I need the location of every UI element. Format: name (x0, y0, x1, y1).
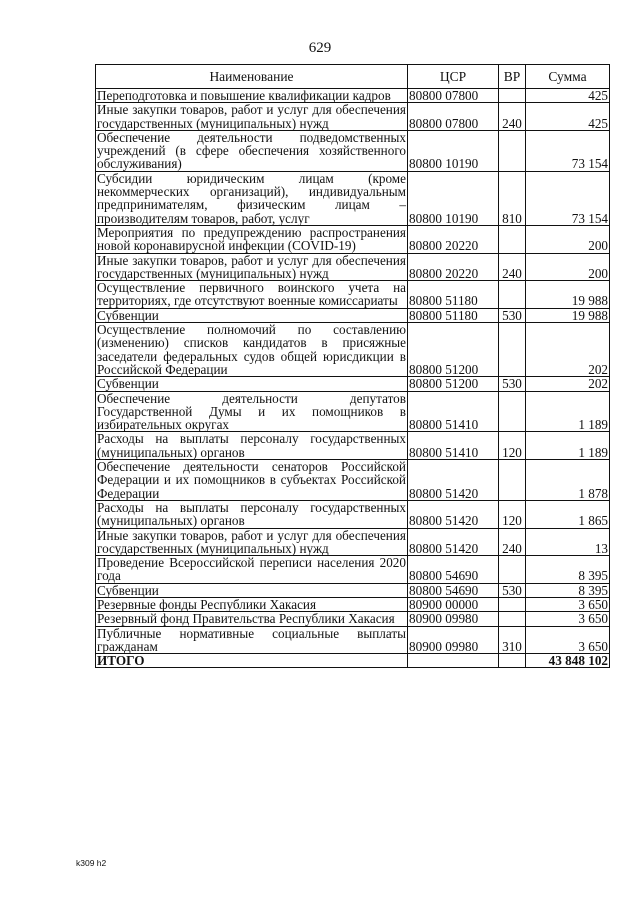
row-name: Обеспечение деятельности подведомственных учреждений (в сфере обеспечения хозяйственного обслуживания) (97, 129, 406, 172)
row-name: Субвенции (96, 583, 408, 597)
row-vr (499, 597, 526, 611)
row-csr: 80800 20220 (408, 253, 499, 281)
row-vr (499, 612, 526, 626)
footer-code: k309 h2 (76, 858, 107, 868)
row-csr: 80800 51420 (408, 460, 499, 501)
row-csr: 80800 51180 (408, 308, 499, 322)
table-row (96, 556, 610, 584)
row-sum: 425 (526, 103, 610, 131)
row-csr: 80800 07800 (408, 89, 499, 103)
table-row (96, 130, 610, 171)
row-name: Иные закупки товаров, работ и услуг для обеспечения государственных (муниципальных) нужд (97, 527, 406, 556)
row-vr: 530 (499, 377, 526, 391)
row-name: Расходы на выплаты персоналу государственных (муниципальных) органов (97, 431, 406, 460)
table-row (96, 460, 610, 501)
row-vr: 530 (499, 308, 526, 322)
row-sum: 425 (526, 89, 610, 103)
row-csr: 80800 51420 (408, 528, 499, 556)
table-row (96, 391, 610, 432)
row-sum: 1 865 (526, 500, 610, 528)
row-csr: 80800 51200 (408, 323, 499, 377)
row-name: Публичные нормативные социальные выплаты гражданам (97, 625, 406, 654)
row-sum: 3 650 (526, 626, 610, 654)
table-row (96, 323, 610, 377)
row-vr: 240 (499, 103, 526, 131)
table-row (96, 612, 610, 626)
row-name: Проведение Всероссийской переписи населения 2020 года (97, 555, 406, 584)
row-name: Субвенции (96, 377, 408, 391)
row-csr: 80800 54690 (408, 556, 499, 584)
header-csr: ЦСР (408, 65, 499, 89)
total-csr-empty (408, 654, 499, 668)
header-name: Наименование (96, 65, 408, 89)
row-csr: 80800 10190 (408, 130, 499, 171)
row-csr: 80900 09980 (408, 612, 499, 626)
table-row (96, 253, 610, 281)
row-sum: 73 154 (526, 130, 610, 171)
total-row (96, 654, 610, 668)
row-vr: 120 (499, 432, 526, 460)
row-name: Обеспечение деятельности депутатов Государственной Думы и их помощников в избирательных округах (97, 390, 406, 433)
row-csr: 80800 51410 (408, 391, 499, 432)
total-sum: 43 848 102 (526, 654, 610, 668)
table-row (96, 171, 610, 225)
row-sum: 73 154 (526, 171, 610, 225)
row-vr (499, 323, 526, 377)
row-sum: 200 (526, 253, 610, 281)
row-csr: 80800 20220 (408, 225, 499, 253)
row-sum: 13 (526, 528, 610, 556)
row-vr (499, 460, 526, 501)
row-name: Иные закупки товаров, работ и услуг для обеспечения государственных (муниципальных) нужд (97, 102, 406, 131)
row-csr: 80800 51180 (408, 281, 499, 309)
total-label: ИТОГО (96, 654, 408, 668)
row-name: Мероприятия по предупреждению распространения новой коронавирусной инфекции (COVID-19) (97, 224, 406, 254)
table-row (96, 500, 610, 528)
row-name: Резервные фонды Республики Хакасия (96, 597, 408, 611)
row-sum: 202 (526, 323, 610, 377)
row-sum: 1 189 (526, 391, 610, 432)
row-sum: 200 (526, 225, 610, 253)
row-vr: 240 (499, 253, 526, 281)
row-name: Осуществление полномочий по составлению (изменению) списков кандидатов в присяжные заседатели федеральных судов общей юрисдикции в Российской Федерации (97, 322, 406, 377)
table-row (96, 89, 610, 103)
header-sum: Сумма (526, 65, 610, 89)
budget-table (95, 64, 610, 668)
row-name: Обеспечение деятельности сенаторов Российской Федерации и их помощников в субъектах Российской Федерации (97, 459, 406, 501)
row-vr (499, 556, 526, 584)
table-header-row (96, 65, 610, 89)
row-vr: 120 (499, 500, 526, 528)
row-vr: 530 (499, 583, 526, 597)
table-row (96, 626, 610, 654)
row-vr (499, 89, 526, 103)
row-csr: 80800 07800 (408, 103, 499, 131)
row-vr (499, 391, 526, 432)
row-vr (499, 281, 526, 309)
row-name: Субсидии юридическим лицам (кроме некоммерческих организаций), индивидуальным предпринимателям, физическим лицам – производителям товаров, работ, услуг (97, 170, 406, 226)
table-row (96, 225, 610, 253)
row-csr: 80900 00000 (408, 597, 499, 611)
row-sum: 3 650 (526, 612, 610, 626)
row-vr (499, 225, 526, 253)
table-row (96, 432, 610, 460)
row-vr: 810 (499, 171, 526, 225)
row-vr: 240 (499, 528, 526, 556)
table-row (96, 597, 610, 611)
row-csr: 80800 10190 (408, 171, 499, 225)
row-vr (499, 130, 526, 171)
row-csr: 80800 51420 (408, 500, 499, 528)
table-row (96, 377, 610, 391)
row-csr: 80800 51200 (408, 377, 499, 391)
table-row (96, 281, 610, 309)
page-number: 629 (308, 40, 332, 56)
table-row (96, 528, 610, 556)
table-row (96, 308, 610, 322)
row-name: Субвенции (96, 308, 408, 322)
row-name: Расходы на выплаты персоналу государственных (муниципальных) органов (97, 499, 406, 529)
row-sum: 19 988 (526, 308, 610, 322)
row-name: Иные закупки товаров, работ и услуг для обеспечения государственных (муниципальных) нужд (97, 252, 406, 281)
row-sum: 1 878 (526, 460, 610, 501)
table-row (96, 583, 610, 597)
row-name: Переподготовка и повышение квалификации кадров (96, 89, 408, 103)
table-row (96, 103, 610, 131)
row-csr: 80800 54690 (408, 583, 499, 597)
row-sum: 1 189 (526, 432, 610, 460)
row-sum: 19 988 (526, 281, 610, 309)
row-sum: 8 395 (526, 556, 610, 584)
row-name: Осуществление первичного воинского учета на территориях, где отсутствуют военные комиссариаты (97, 280, 406, 309)
row-sum: 202 (526, 377, 610, 391)
row-vr: 310 (499, 626, 526, 654)
header-vr: ВР (499, 65, 526, 89)
row-sum: 3 650 (526, 597, 610, 611)
row-csr: 80900 09980 (408, 626, 499, 654)
row-sum: 8 395 (526, 583, 610, 597)
total-vr-empty (499, 654, 526, 668)
row-csr: 80800 51410 (408, 432, 499, 460)
row-name: Резервный фонд Правительства Республики Хакасия (96, 612, 408, 626)
